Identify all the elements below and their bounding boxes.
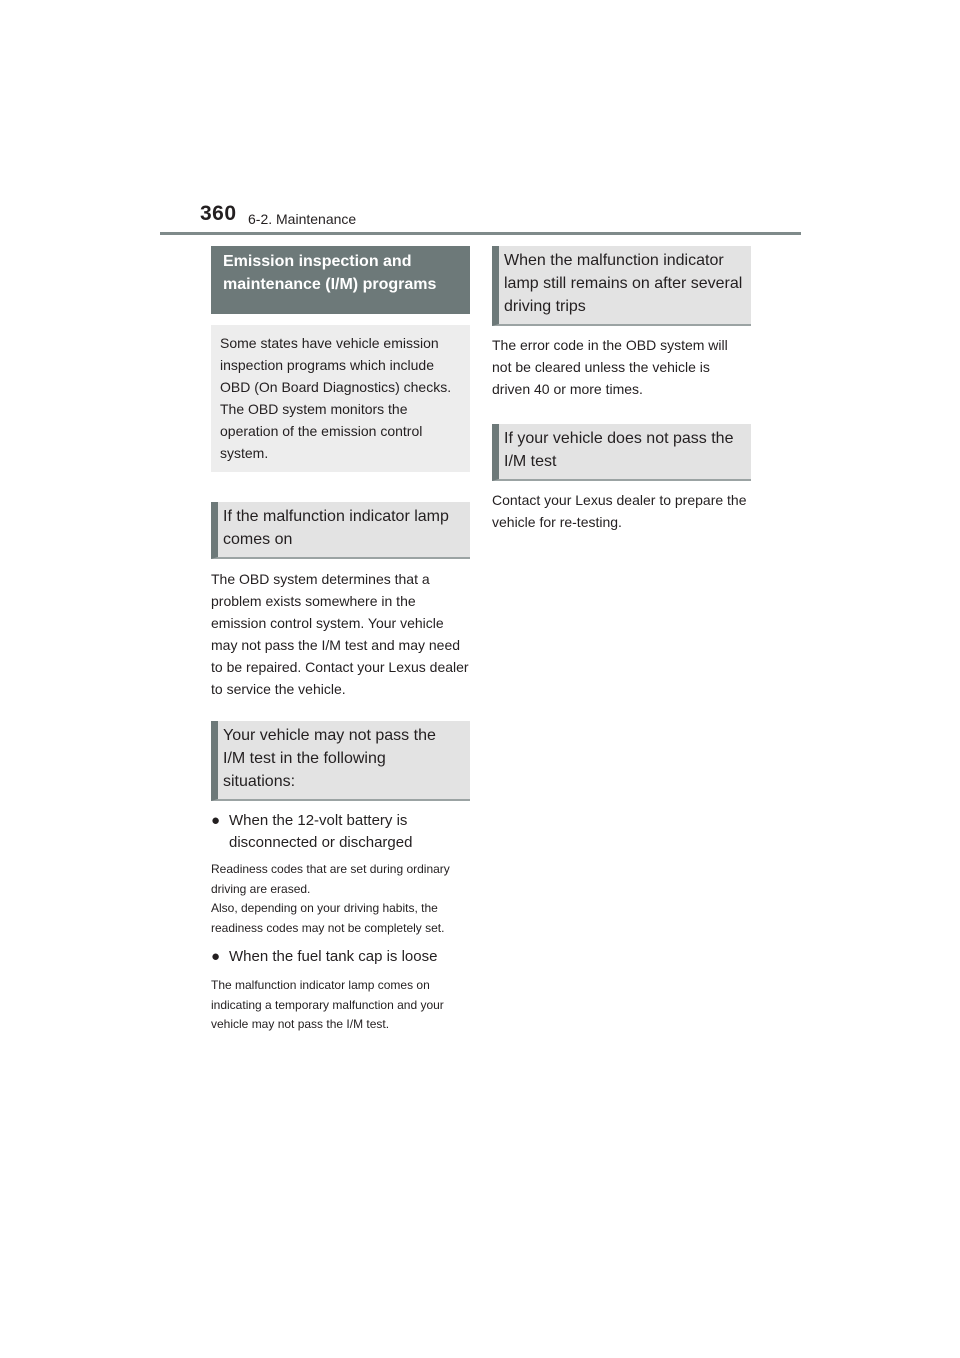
- main-heading: Emission inspection and maintenance (I/M) programs: [211, 246, 470, 314]
- heading-still-on: When the malfunction indicator lamp still remains on after several driving trips: [492, 246, 751, 326]
- battery-note-1: Readiness codes that are set during ordinary driving are erased.: [211, 862, 450, 896]
- page-number: 360: [200, 202, 237, 225]
- right-column: [492, 246, 751, 533]
- indicator-paragraph: The OBD system determines that a problem exists somewhere in the emission control system. Your vehicle may not pass the I/M test and may need to be repaired. Contact your Lexus dealer to service the vehicle.: [211, 571, 469, 697]
- left-column: [211, 246, 470, 1035]
- heading-not-pass: If your vehicle does not pass the I/M test: [492, 424, 751, 481]
- bullet-fuel-cap-text: When the fuel tank cap is loose: [229, 948, 438, 965]
- intro-box: Some states have vehicle emission inspection programs which include OBD (On Board Diagnostics) checks. The OBD system monitors the operation of the emission control system.: [211, 325, 470, 472]
- section-title: 6-2. Maintenance: [248, 211, 357, 227]
- bullet-fuel-cap: [211, 946, 470, 968]
- bullet-battery-text: When the 12-volt battery is disconnected or discharged: [229, 812, 413, 851]
- battery-note-2: Also, depending on your driving habits, the readiness codes may not be completely set.: [211, 901, 445, 935]
- fuel-cap-note: The malfunction indicator lamp comes on indicating a temporary malfunction and your vehicle may not pass the I/M test.: [211, 978, 444, 1031]
- heading-indicator-on: If the malfunction indicator lamp comes on: [211, 502, 470, 559]
- header-rule: [160, 232, 801, 235]
- bullet-battery: [211, 810, 470, 854]
- bullet-icon: ●: [211, 812, 221, 829]
- bullet-icon: ●: [211, 948, 221, 965]
- still-on-paragraph: The error code in the OBD system will not be cleared unless the vehicle is driven 40 or more times.: [492, 337, 728, 397]
- heading-may-not-pass: Your vehicle may not pass the I/M test in the following situations:: [211, 721, 470, 801]
- not-pass-paragraph: Contact your Lexus dealer to prepare the vehicle for re-testing.: [492, 492, 747, 530]
